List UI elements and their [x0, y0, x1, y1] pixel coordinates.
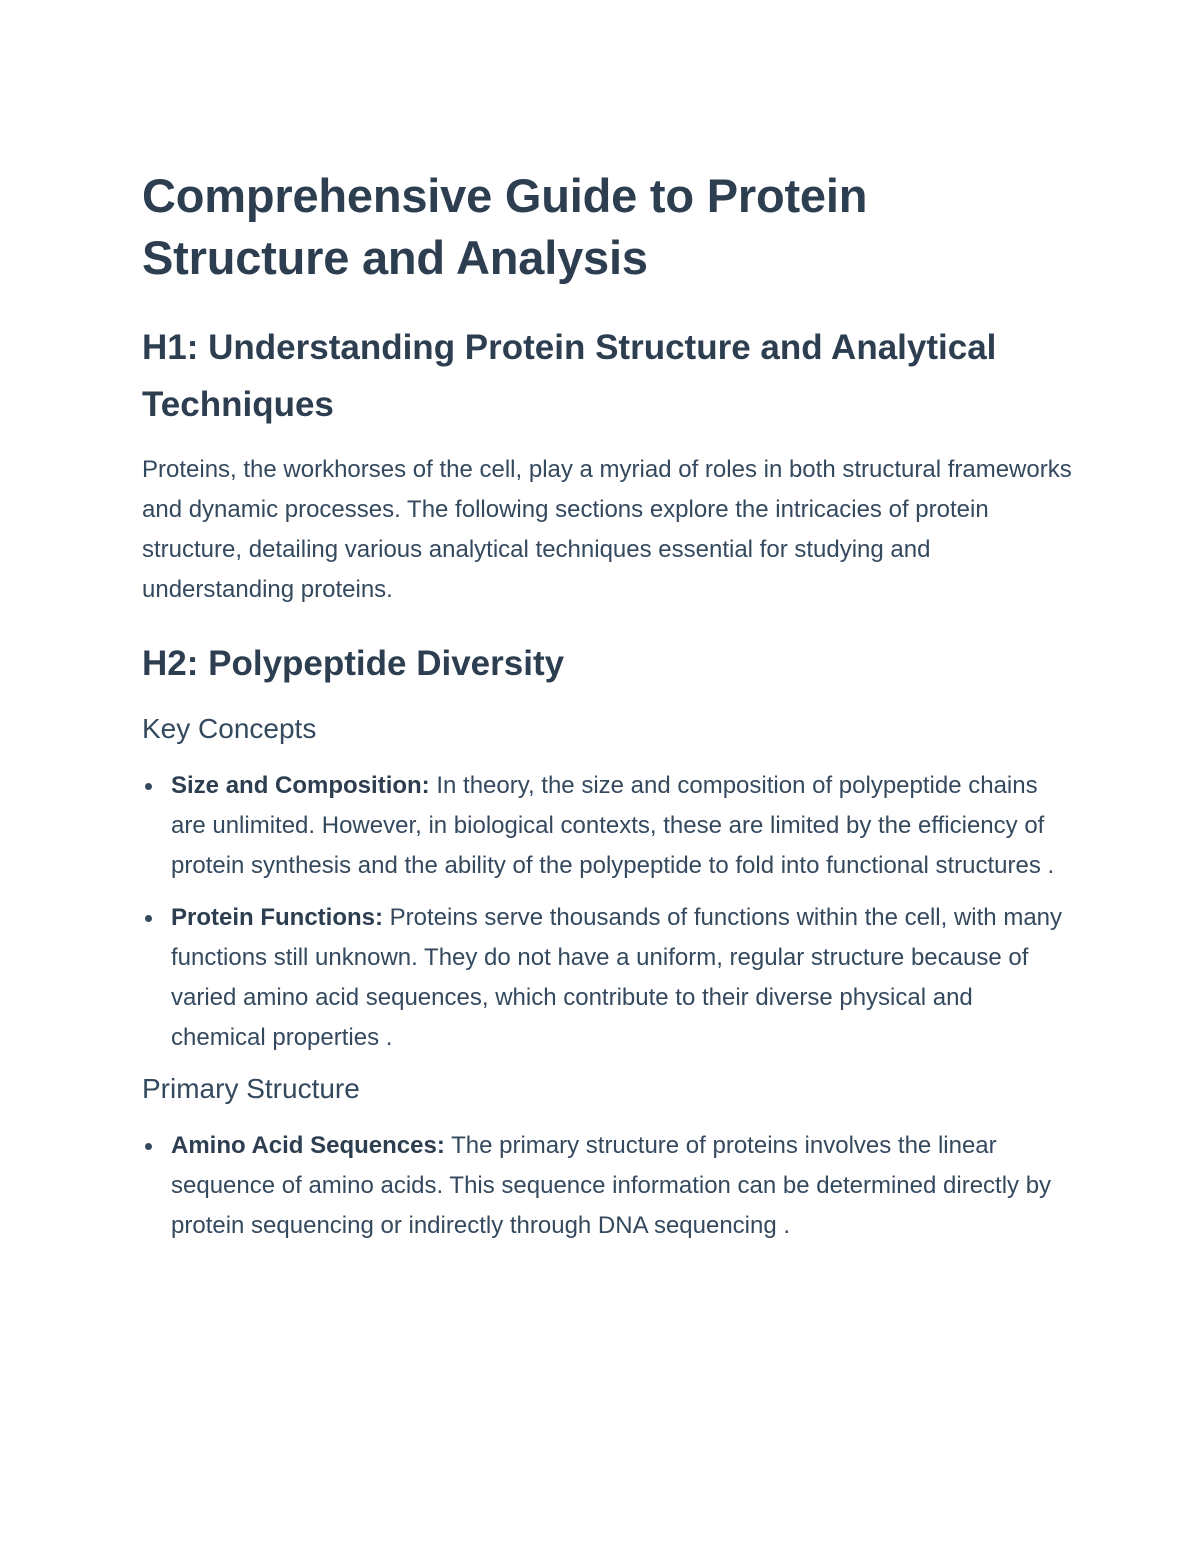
- list-item-term: Protein Functions:: [171, 904, 383, 931]
- list-item-text: The primary structure of proteins involves the linear sequence of amino acids. This sequence information can be determined directly by protein sequencing or indirectly through DNA sequencing .: [171, 1132, 1052, 1239]
- list-item: [142, 898, 1072, 1058]
- primary-structure-list: [142, 1126, 1072, 1246]
- list-item-text: Proteins serve thousands of functions within the cell, with many functions still unknown. They do not have a uniform, regular structure because of varied amino acid sequences, which contribute to their diverse physical and chemical properties .: [171, 904, 1063, 1051]
- list-item-text: In theory, the size and composition of polypeptide chains are unlimited. However, in biological contexts, these are limited by the efficiency of protein synthesis and the ability of the polypeptide to fold into functional structures .: [171, 772, 1055, 879]
- bullet-icon: [145, 1143, 152, 1150]
- intro-paragraph: Proteins, the workhorses of the cell, play a myriad of roles in both structural frameworks and dynamic processes. The following sections explore the intricacies of protein structure, detailing various analytical techniques essential for studying and understanding proteins.: [142, 456, 1072, 603]
- list-item-term: Amino Acid Sequences:: [171, 1132, 445, 1159]
- bullet-icon: [145, 915, 152, 922]
- list-item: [142, 1126, 1072, 1246]
- subheading-key-concepts: Key Concepts: [142, 713, 317, 744]
- section-heading-h1: H1: Understanding Protein Structure and Analytical Techniques: [142, 328, 997, 424]
- key-concepts-list: [142, 766, 1072, 1058]
- bullet-icon: [145, 783, 152, 790]
- section-heading-h2: H2: Polypeptide Diversity: [142, 644, 565, 683]
- subheading-primary-structure: Primary Structure: [142, 1073, 360, 1104]
- page-title: Comprehensive Guide to Protein Structure and Analysis: [142, 169, 868, 284]
- list-item: [142, 766, 1072, 886]
- document-page: [142, 165, 1072, 1258]
- list-item-term: Size and Composition:: [171, 772, 430, 799]
